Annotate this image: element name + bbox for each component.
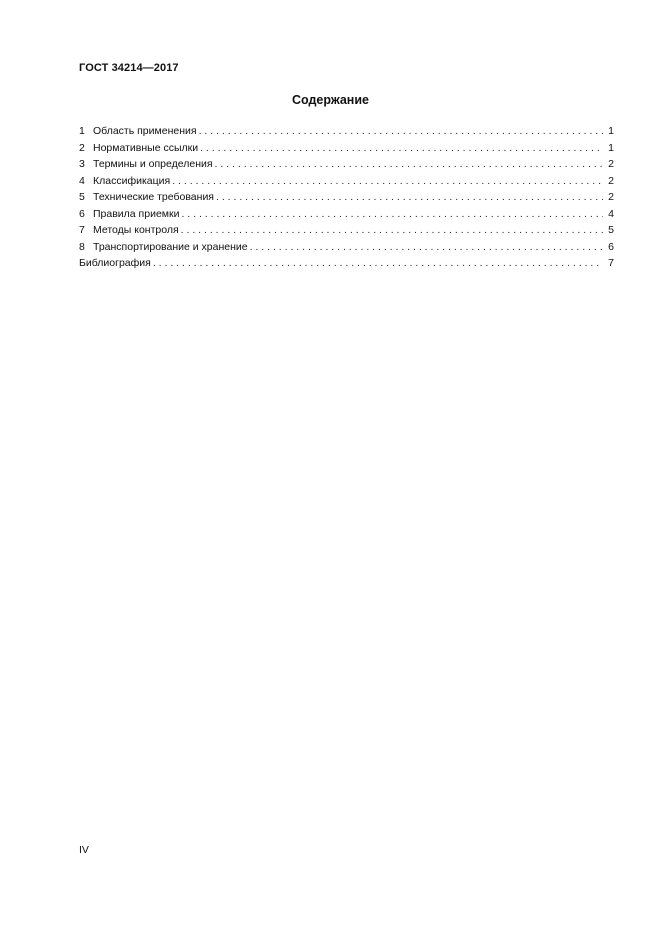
toc-item-page: 7 xyxy=(608,257,614,269)
toc-leader-dots xyxy=(181,206,603,222)
toc-item-page: 4 xyxy=(608,207,614,220)
toc-item-title: Нормативные ссылки xyxy=(93,141,199,154)
toc-leader-dots xyxy=(199,123,603,139)
toc-item-number: 4 xyxy=(79,174,85,187)
toc-item-page: 1 xyxy=(608,125,614,137)
toc-item-title: Правила приемки xyxy=(93,207,180,220)
toc-item[interactable] xyxy=(79,156,614,173)
toc-item[interactable] xyxy=(79,123,614,140)
toc-item[interactable] xyxy=(79,189,614,206)
toc-item-page: 1 xyxy=(608,141,614,154)
toc-item-page: 2 xyxy=(608,191,614,203)
toc-item-number: 7 xyxy=(79,224,85,236)
toc-item-title: Классификация xyxy=(93,174,171,187)
toc-leader-dots xyxy=(215,156,603,172)
toc-item-title: Термины и определения xyxy=(93,158,213,170)
page-number: IV xyxy=(79,844,89,856)
toc-item-title: Методы контроля xyxy=(93,224,179,236)
toc-item-title: Технические требования xyxy=(93,191,214,203)
toc-item-number: 2 xyxy=(79,141,85,154)
toc-leader-dots xyxy=(216,189,603,205)
toc-item[interactable] xyxy=(79,206,614,223)
toc-item-page: 2 xyxy=(608,158,614,170)
toc-title: Содержание xyxy=(291,93,369,107)
toc-leader-dots xyxy=(153,255,603,271)
toc-leader-dots xyxy=(181,222,603,238)
toc-leader-dots xyxy=(250,239,603,255)
document-code: ГОСТ 34214—2017 xyxy=(79,62,179,74)
toc-item[interactable] xyxy=(79,173,614,190)
toc-item[interactable] xyxy=(79,140,614,157)
toc-item-title: Библиография xyxy=(79,257,151,269)
toc-leader-dots xyxy=(172,173,603,189)
toc-leader-dots xyxy=(200,140,603,156)
toc-item-page: 2 xyxy=(608,174,614,187)
toc-item-number: 6 xyxy=(79,207,85,220)
toc-item-number: 3 xyxy=(79,158,85,170)
toc-item-bibliography[interactable] xyxy=(79,255,614,272)
toc-item-number: 8 xyxy=(79,240,85,253)
toc-item[interactable] xyxy=(79,239,614,256)
toc-item-page: 6 xyxy=(608,240,614,253)
toc-item-title: Транспортирование и хранение xyxy=(93,240,248,253)
toc-item-number: 1 xyxy=(79,125,85,137)
toc-item[interactable] xyxy=(79,222,614,239)
toc-item-number: 5 xyxy=(79,191,85,203)
toc-item-title: Область применения xyxy=(93,125,197,137)
table-of-contents xyxy=(79,123,614,272)
toc-item-page: 5 xyxy=(608,224,614,236)
